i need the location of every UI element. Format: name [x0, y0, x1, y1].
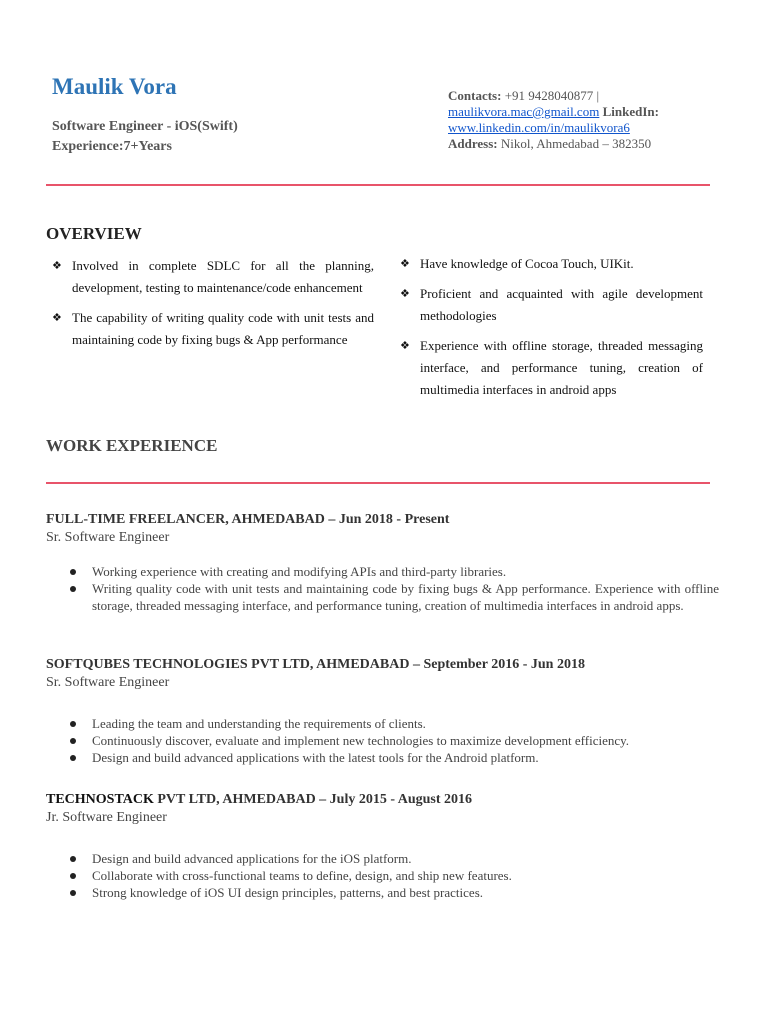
company-name: TECHNOSTACK: [46, 792, 154, 807]
list-item: Continuously discover, evaluate and implement new technologies to maximize development efficiency.: [70, 732, 719, 749]
diamond-bullet-icon: ❖: [52, 260, 62, 272]
list-item: Working experience with creating and modifying APIs and third-party libraries.: [70, 563, 719, 580]
overview-right-column: [396, 253, 703, 409]
bullet-dot-icon: [70, 738, 76, 744]
diamond-bullet-icon: ❖: [400, 340, 410, 352]
work-divider: [46, 482, 710, 484]
linkedin-link[interactable]: www.linkedin.com/in/maulikvora6: [448, 120, 630, 135]
bullet-dot-icon: [70, 890, 76, 896]
bullet-dot-icon: [70, 873, 76, 879]
job-bullets: [70, 715, 719, 766]
address-value: Nikol, Ahmedabad – 382350: [497, 136, 652, 151]
job-bullets: [70, 850, 719, 901]
bullet-dot-icon: [70, 569, 76, 575]
list-item: Leading the team and understanding the requirements of clients.: [70, 715, 719, 732]
diamond-bullet-icon: ❖: [52, 312, 62, 324]
bullet-dot-icon: [70, 755, 76, 761]
overview-left-column: [48, 255, 374, 359]
contact-block: [448, 88, 718, 152]
overview-item: ❖ Experience with offline storage, threaded messaging interface, and performance tuning, creation of multimedia interfaces in android apps: [396, 335, 703, 401]
overview-item: ❖ Involved in complete SDLC for all the planning, development, testing to maintenance/code enhancement: [48, 255, 374, 299]
list-item: Writing quality code with unit tests and maintaining code by fixing bugs & App performance. Experience with offline storage, threaded messaging interface, and performance tuning, creation of multimedia interfaces in android apps.: [70, 580, 719, 614]
bullet-dot-icon: [70, 586, 76, 592]
overview-heading: OVERVIEW: [46, 224, 142, 243]
linkedin-label: LinkedIn:: [599, 104, 659, 119]
job-bullets: [70, 563, 719, 614]
list-item: Collaborate with cross-functional teams to define, design, and ship new features.: [70, 867, 719, 884]
list-item: Design and build advanced applications for the iOS platform.: [70, 850, 719, 867]
contacts-label: Contacts:: [448, 88, 502, 103]
experience-line: Experience:7+Years: [52, 139, 172, 154]
overview-item: ❖ Have knowledge of Cocoa Touch, UIKit.: [396, 253, 703, 275]
overview-item: ❖ Proficient and acquainted with agile development methodologies: [396, 283, 703, 327]
phone-number: +91 9428040877 |: [501, 88, 600, 103]
address-label: Address:: [448, 136, 498, 151]
job-heading: FULL-TIME FREELANCER, AHMEDABAD – Jun 2018 - Present: [46, 512, 450, 527]
bullet-dot-icon: [70, 856, 76, 862]
job-heading: TECHNOSTACK PVT LTD, AHMEDABAD – July 2015 - August 2016: [46, 792, 473, 807]
diamond-bullet-icon: ❖: [400, 258, 410, 270]
header-subinfo: [52, 117, 238, 157]
bullet-dot-icon: [70, 721, 76, 727]
list-item: Strong knowledge of iOS UI design principles, patterns, and best practices.: [70, 884, 719, 901]
job-role: Sr. Software Engineer: [46, 675, 170, 690]
diamond-bullet-icon: ❖: [400, 288, 410, 300]
job-role: Sr. Software Engineer: [46, 530, 170, 545]
list-item: Design and build advanced applications with the latest tools for the Android platform.: [70, 749, 719, 766]
candidate-name: Maulik Vora: [52, 74, 177, 99]
overview-item: ❖ The capability of writing quality code with unit tests and maintaining code by fixing bugs & App performance: [48, 307, 374, 351]
work-experience-heading: WORK EXPERIENCE: [46, 436, 218, 455]
job-role: Jr. Software Engineer: [46, 810, 167, 825]
job-heading: SOFTQUBES TECHNOLOGIES PVT LTD, AHMEDABAD – September 2016 - Jun 2018: [46, 657, 585, 672]
email-link[interactable]: maulikvora.mac@gmail.com: [448, 104, 600, 119]
header-divider: [46, 184, 710, 186]
job-title-line: Software Engineer - iOS(Swift): [52, 119, 238, 134]
